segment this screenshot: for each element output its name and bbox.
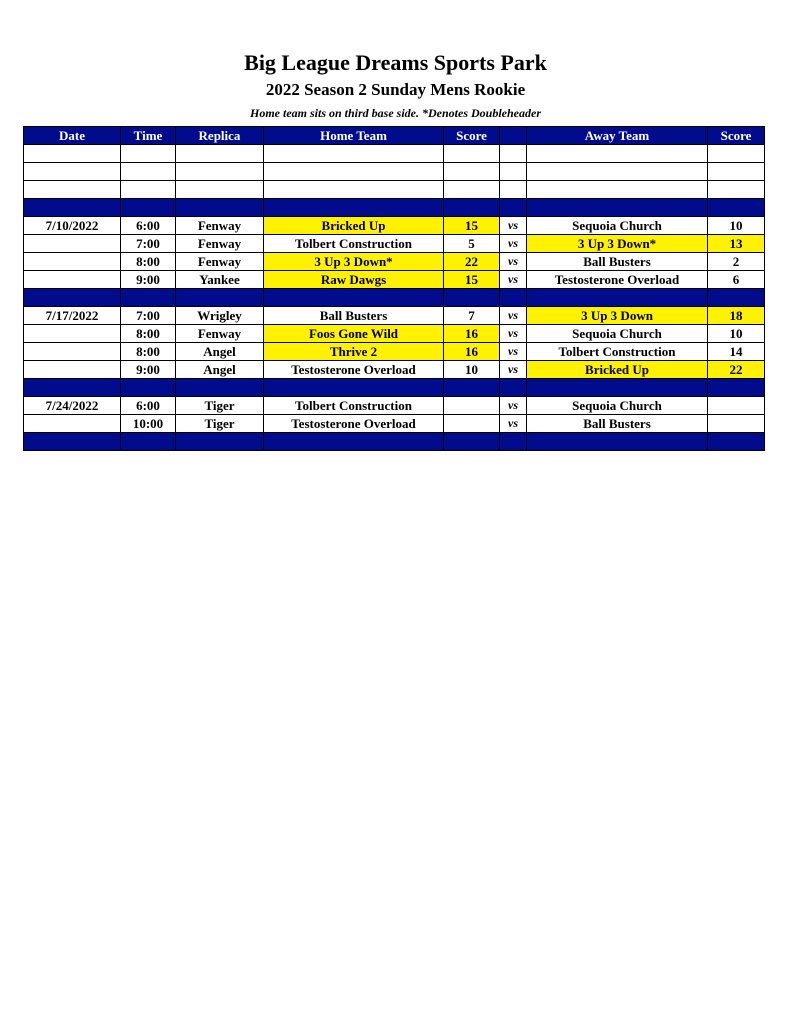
date-cell: 7/10/2022 — [24, 217, 121, 235]
col-header-time: Time — [121, 127, 176, 145]
home-score-cell: 16 — [444, 343, 500, 361]
replica-cell: Tiger — [176, 415, 264, 433]
replica-cell: Fenway — [176, 235, 264, 253]
date-cell: 7/17/2022 — [24, 307, 121, 325]
col-header-away-score: Score — [708, 127, 765, 145]
time-cell: 8:00 — [121, 325, 176, 343]
away-score-cell: 10 — [708, 325, 765, 343]
page-subtitle: 2022 Season 2 Sunday Mens Rookie — [265, 80, 526, 99]
separator-cell — [24, 289, 121, 307]
date-cell — [24, 361, 121, 379]
table-row — [24, 217, 765, 235]
home-score-cell: 5 — [444, 235, 500, 253]
table-header-row — [24, 127, 765, 145]
time-cell: 7:00 — [121, 307, 176, 325]
home-score-cell: 16 — [444, 325, 500, 343]
separator-cell — [527, 289, 708, 307]
date-cell — [24, 415, 121, 433]
separator-cell — [176, 379, 264, 397]
separator-cell — [121, 289, 176, 307]
table-row — [24, 235, 765, 253]
separator-cell — [708, 379, 765, 397]
time-cell: 6:00 — [121, 217, 176, 235]
separator-cell — [24, 433, 121, 451]
separator-cell — [264, 199, 444, 217]
replica-cell: Angel — [176, 361, 264, 379]
replica-cell: Fenway — [176, 325, 264, 343]
away-team-cell: Ball Busters — [527, 253, 708, 271]
away-team-cell: Tolbert Construction — [527, 343, 708, 361]
table-row — [24, 361, 765, 379]
separator-cell — [444, 289, 500, 307]
col-header-date: Date — [24, 127, 121, 145]
page-title: Big League Dreams Sports Park — [244, 50, 547, 75]
time-cell: 8:00 — [121, 253, 176, 271]
empty-cell — [176, 181, 264, 199]
table-row — [24, 307, 765, 325]
empty-cell — [500, 181, 527, 199]
empty-cell — [444, 145, 500, 163]
home-team-cell: Testosterone Overload — [264, 361, 444, 379]
date-cell: 7/24/2022 — [24, 397, 121, 415]
date-cell — [24, 343, 121, 361]
col-header-vs — [500, 127, 527, 145]
home-team-cell: Foos Gone Wild — [264, 325, 444, 343]
empty-cell — [121, 163, 176, 181]
empty-cell — [444, 181, 500, 199]
blank-row — [24, 163, 765, 181]
col-header-home-score: Score — [444, 127, 500, 145]
home-team-cell: Tolbert Construction — [264, 235, 444, 253]
empty-cell — [527, 145, 708, 163]
separator-cell — [121, 379, 176, 397]
separator-cell — [176, 433, 264, 451]
away-team-cell: Sequoia Church — [527, 217, 708, 235]
vs-cell: vs — [500, 415, 527, 433]
away-team-cell: Sequoia Church — [527, 397, 708, 415]
col-header-home-team: Home Team — [264, 127, 444, 145]
empty-cell — [121, 181, 176, 199]
separator-cell — [708, 199, 765, 217]
table-row — [24, 325, 765, 343]
date-cell — [24, 253, 121, 271]
table-row — [24, 415, 765, 433]
empty-cell — [176, 145, 264, 163]
table-body — [24, 145, 765, 451]
home-team-cell: Tolbert Construction — [264, 397, 444, 415]
away-team-cell: Testosterone Overload — [527, 271, 708, 289]
section-separator-row — [24, 289, 765, 307]
home-score-cell: 7 — [444, 307, 500, 325]
away-score-cell: 10 — [708, 217, 765, 235]
vs-cell: vs — [500, 235, 527, 253]
vs-cell: vs — [500, 361, 527, 379]
away-score-cell: 22 — [708, 361, 765, 379]
empty-cell — [444, 163, 500, 181]
home-team-cell: Testosterone Overload — [264, 415, 444, 433]
empty-cell — [264, 163, 444, 181]
col-header-replica: Replica — [176, 127, 264, 145]
separator-cell — [264, 433, 444, 451]
away-score-cell: 13 — [708, 235, 765, 253]
empty-cell — [708, 145, 765, 163]
empty-cell — [264, 145, 444, 163]
away-team-cell: 3 Up 3 Down — [527, 307, 708, 325]
time-cell: 7:00 — [121, 235, 176, 253]
time-cell: 9:00 — [121, 271, 176, 289]
separator-cell — [527, 379, 708, 397]
separator-cell — [176, 199, 264, 217]
separator-cell — [264, 289, 444, 307]
separator-cell — [500, 289, 527, 307]
home-team-cell: 3 Up 3 Down* — [264, 253, 444, 271]
empty-cell — [500, 163, 527, 181]
time-cell: 9:00 — [121, 361, 176, 379]
vs-cell: vs — [500, 307, 527, 325]
away-team-cell: Bricked Up — [527, 361, 708, 379]
empty-cell — [24, 181, 121, 199]
table-row — [24, 271, 765, 289]
separator-cell — [444, 433, 500, 451]
vs-cell: vs — [500, 343, 527, 361]
date-cell — [24, 325, 121, 343]
empty-cell — [527, 181, 708, 199]
home-score-cell: 10 — [444, 361, 500, 379]
separator-cell — [176, 289, 264, 307]
time-cell: 10:00 — [121, 415, 176, 433]
separator-cell — [500, 199, 527, 217]
separator-cell — [444, 199, 500, 217]
vs-cell: vs — [500, 325, 527, 343]
separator-cell — [527, 199, 708, 217]
away-score-cell: 14 — [708, 343, 765, 361]
home-score-cell: 15 — [444, 271, 500, 289]
replica-cell: Fenway — [176, 253, 264, 271]
table-row — [24, 343, 765, 361]
page-note: Home team sits on third base side. *Denotes Doubleheader — [250, 106, 541, 120]
table-row — [24, 397, 765, 415]
home-team-cell: Thrive 2 — [264, 343, 444, 361]
away-score-cell — [708, 415, 765, 433]
empty-cell — [264, 181, 444, 199]
col-header-away-team: Away Team — [527, 127, 708, 145]
table-row — [24, 253, 765, 271]
vs-cell: vs — [500, 397, 527, 415]
empty-cell — [24, 145, 121, 163]
vs-cell: vs — [500, 253, 527, 271]
blank-row — [24, 181, 765, 199]
home-team-cell: Raw Dawgs — [264, 271, 444, 289]
blank-row — [24, 145, 765, 163]
time-cell: 6:00 — [121, 397, 176, 415]
separator-cell — [264, 379, 444, 397]
schedule-table — [23, 126, 765, 451]
replica-cell: Fenway — [176, 217, 264, 235]
replica-cell: Wrigley — [176, 307, 264, 325]
date-cell — [24, 271, 121, 289]
home-team-cell: Ball Busters — [264, 307, 444, 325]
separator-cell — [24, 379, 121, 397]
section-separator-row — [24, 199, 765, 217]
away-team-cell: Ball Busters — [527, 415, 708, 433]
home-score-cell: 15 — [444, 217, 500, 235]
separator-cell — [527, 433, 708, 451]
separator-cell — [500, 433, 527, 451]
replica-cell: Yankee — [176, 271, 264, 289]
empty-cell — [527, 163, 708, 181]
away-team-cell: Sequoia Church — [527, 325, 708, 343]
section-separator-row — [24, 433, 765, 451]
away-score-cell: 18 — [708, 307, 765, 325]
empty-cell — [176, 163, 264, 181]
date-cell — [24, 235, 121, 253]
separator-cell — [708, 289, 765, 307]
empty-cell — [121, 145, 176, 163]
separator-cell — [121, 433, 176, 451]
empty-cell — [500, 145, 527, 163]
home-score-cell: 22 — [444, 253, 500, 271]
vs-cell: vs — [500, 217, 527, 235]
separator-cell — [444, 379, 500, 397]
empty-cell — [708, 181, 765, 199]
replica-cell: Angel — [176, 343, 264, 361]
separator-cell — [708, 433, 765, 451]
separator-cell — [500, 379, 527, 397]
away-score-cell: 2 — [708, 253, 765, 271]
replica-cell: Tiger — [176, 397, 264, 415]
empty-cell — [708, 163, 765, 181]
time-cell: 8:00 — [121, 343, 176, 361]
away-score-cell — [708, 397, 765, 415]
home-score-cell — [444, 397, 500, 415]
home-team-cell: Bricked Up — [264, 217, 444, 235]
empty-cell — [24, 163, 121, 181]
away-team-cell: 3 Up 3 Down* — [527, 235, 708, 253]
away-score-cell: 6 — [708, 271, 765, 289]
separator-cell — [121, 199, 176, 217]
section-separator-row — [24, 379, 765, 397]
separator-cell — [24, 199, 121, 217]
vs-cell: vs — [500, 271, 527, 289]
home-score-cell — [444, 415, 500, 433]
